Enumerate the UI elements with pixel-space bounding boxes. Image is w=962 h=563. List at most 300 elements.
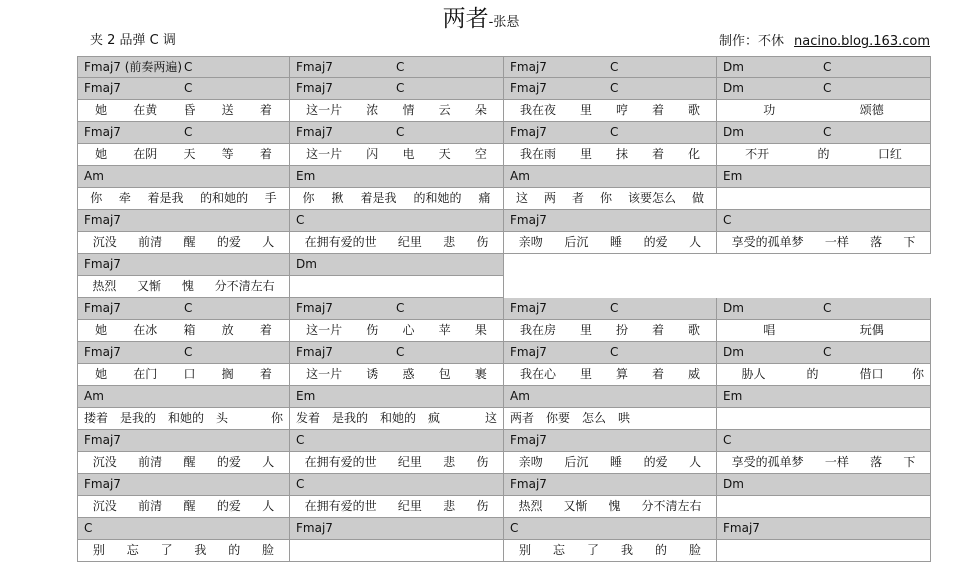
chord-cell xyxy=(504,78,717,100)
chord-name: Dm xyxy=(723,125,744,139)
lyric-cell xyxy=(77,496,290,518)
lyric-cell xyxy=(290,100,504,122)
lyric-cell xyxy=(77,364,290,386)
chord-row xyxy=(77,78,931,100)
chord-cell xyxy=(504,166,717,188)
lyric-word: 你要 xyxy=(546,411,571,425)
chord-name: Dm xyxy=(723,60,744,74)
lyric-word: 歌 xyxy=(687,323,700,337)
lyric-tail: 你 xyxy=(911,367,924,381)
lyric-word: 着 xyxy=(259,103,272,117)
lyric-cell xyxy=(77,188,290,210)
lyric-word: 在阴 xyxy=(133,147,158,161)
chord-cell xyxy=(290,430,504,452)
lyric-word: 我在雨 xyxy=(519,147,556,161)
chord-name: Fmaj7 xyxy=(84,345,121,359)
lyric-cell xyxy=(504,540,717,562)
lyric-word: 落 xyxy=(870,235,883,249)
chord-name: Am xyxy=(84,389,104,403)
chord-name: Fmaj7 xyxy=(296,521,333,535)
chord-cell xyxy=(717,518,931,540)
lyric-word: 等 xyxy=(221,147,234,161)
chord-name: Fmaj7 xyxy=(510,433,547,447)
lyric-word: 在黄 xyxy=(133,103,158,117)
chord-name: Fmaj7 xyxy=(84,257,121,271)
lyric-word: 着 xyxy=(259,323,272,337)
blog-link[interactable]: nacino.blog.163.com xyxy=(794,34,930,49)
lyric-row xyxy=(77,276,931,298)
chord-cell xyxy=(504,474,717,496)
chord-second: C xyxy=(184,125,193,139)
lyric-word: 前清 xyxy=(138,499,163,513)
lyric-word: 后沉 xyxy=(564,235,589,249)
chord-cell xyxy=(77,430,290,452)
lyric-word: 里 xyxy=(579,367,592,381)
chord-cell xyxy=(717,474,931,496)
lyric-word: 的和她的 xyxy=(413,191,462,205)
chord-cell xyxy=(77,298,290,320)
chord-cell xyxy=(290,210,504,232)
chord-name: Fmaj7 xyxy=(84,81,121,95)
lyric-word: 着 xyxy=(651,147,664,161)
lyric-word: 下 xyxy=(903,455,916,469)
chord-name: Fmaj7 xyxy=(510,60,547,74)
lyric-tail: 这 xyxy=(484,411,497,425)
lyric-word: 算 xyxy=(615,367,628,381)
lyric-cell xyxy=(717,188,931,210)
lyric-word: 心 xyxy=(402,323,415,337)
lyric-word: 沉没 xyxy=(92,235,117,249)
lyric-word: 的 xyxy=(228,543,241,557)
lyric-word: 哼 xyxy=(615,103,628,117)
lyric-word: 发着 xyxy=(296,411,321,425)
chord-cell xyxy=(77,518,290,540)
lyric-word: 着是我 xyxy=(147,191,184,205)
lyric-word: 悲 xyxy=(443,235,456,249)
lyric-word: 分不清左右 xyxy=(214,279,275,293)
chord-name: Fmaj7 xyxy=(84,301,121,315)
lyric-word: 和她的 xyxy=(380,411,417,425)
artist-name: -张悬 xyxy=(488,15,520,30)
chord-row xyxy=(77,210,931,232)
lyric-word: 着 xyxy=(651,323,664,337)
lyric-row xyxy=(77,320,931,342)
lyric-word: 在拥有爱的世 xyxy=(304,499,377,513)
lyric-word: 悲 xyxy=(443,455,456,469)
lyric-word: 胁人 xyxy=(741,367,766,381)
lyric-cell xyxy=(504,496,717,518)
lyric-word: 情 xyxy=(402,103,415,117)
chord-name: Am xyxy=(510,389,530,403)
chord-name: Fmaj7 xyxy=(723,521,760,535)
lyric-word: 脸 xyxy=(262,543,275,557)
chord-cell xyxy=(290,56,504,78)
chord-row xyxy=(77,254,931,276)
lyric-word: 口红 xyxy=(877,147,902,161)
lyric-cell xyxy=(504,364,717,386)
chord-cell xyxy=(717,56,931,78)
chord-second: C xyxy=(610,301,619,315)
lyric-cell xyxy=(717,452,931,474)
lyric-cell xyxy=(290,540,504,562)
chord-cell xyxy=(717,430,931,452)
chord-cell xyxy=(290,254,504,276)
chord-cell xyxy=(77,56,290,78)
lyric-word: 这一片 xyxy=(306,147,343,161)
lyric-word: 的爱 xyxy=(216,499,241,513)
lyric-word: 在冰 xyxy=(133,323,158,337)
chord-cell xyxy=(717,166,931,188)
chord-name: Fmaj7 xyxy=(84,125,121,139)
chord-name: Em xyxy=(296,169,316,183)
chord-cell xyxy=(290,474,504,496)
chord-name: Em xyxy=(723,169,743,183)
lyric-word: 痛 xyxy=(478,191,491,205)
lyric-tail: 你 xyxy=(270,411,283,425)
chord-name: Fmaj7 (前奏两遍) xyxy=(84,60,183,74)
chord-name: Am xyxy=(84,169,104,183)
lyric-word: 哄 xyxy=(618,411,631,425)
lyric-cell xyxy=(77,320,290,342)
lyric-word: 伤 xyxy=(476,455,489,469)
chord-second: C xyxy=(610,125,619,139)
chord-row xyxy=(77,298,931,320)
lyric-word: 空 xyxy=(474,147,487,161)
chord-name: Fmaj7 xyxy=(510,301,547,315)
chord-cell xyxy=(77,386,290,408)
lyric-word: 享受的孤单梦 xyxy=(731,235,804,249)
lyric-word: 揪 xyxy=(331,191,344,205)
lyric-word: 我在房 xyxy=(519,323,556,337)
lyric-word: 云 xyxy=(438,103,451,117)
lyric-word: 不开 xyxy=(745,147,770,161)
lyric-word: 疯 xyxy=(428,411,441,425)
lyric-word: 的 xyxy=(806,367,819,381)
lyric-cell xyxy=(504,188,717,210)
lyric-word: 该要怎么 xyxy=(627,191,676,205)
lyric-word: 怎么 xyxy=(582,411,607,425)
credit xyxy=(719,30,930,49)
chord-name: Fmaj7 xyxy=(510,81,547,95)
lyric-word: 化 xyxy=(687,147,700,161)
lyric-word: 牵 xyxy=(118,191,131,205)
lyric-word: 一样 xyxy=(824,455,849,469)
lyric-cell xyxy=(717,232,931,254)
chord-cell xyxy=(77,122,290,144)
lyric-word: 送 xyxy=(221,103,234,117)
lyric-word: 着是我 xyxy=(360,191,397,205)
chord-second: C xyxy=(396,125,405,139)
lyric-word: 纪里 xyxy=(397,455,422,469)
lyric-word: 我 xyxy=(194,543,207,557)
lyric-row xyxy=(77,144,931,166)
lyric-word: 头 xyxy=(216,411,229,425)
lyric-word: 伤 xyxy=(476,499,489,513)
lyric-word: 的爱 xyxy=(643,235,668,249)
lyric-word: 天 xyxy=(438,147,451,161)
capo-note: 夹 2 品弹 C 调 xyxy=(90,33,176,48)
lyric-cell xyxy=(717,320,931,342)
lyric-word: 天 xyxy=(183,147,196,161)
lyric-row xyxy=(77,364,931,386)
lyric-word: 享受的孤单梦 xyxy=(731,455,804,469)
lyric-word: 里 xyxy=(579,103,592,117)
chord-cell xyxy=(717,254,931,276)
lyric-word: 亲吻 xyxy=(518,235,543,249)
chord-cell xyxy=(717,386,931,408)
chord-cell xyxy=(290,78,504,100)
chord-sheet xyxy=(77,56,931,563)
lyric-word: 又惭 xyxy=(137,279,162,293)
chord-name: Fmaj7 xyxy=(510,213,547,227)
lyric-word: 的爱 xyxy=(216,455,241,469)
lyric-word: 悲 xyxy=(443,499,456,513)
lyric-word: 伤 xyxy=(366,323,379,337)
lyric-word: 的爱 xyxy=(643,455,668,469)
lyric-word: 两 xyxy=(543,191,556,205)
chord-name: Em xyxy=(296,389,316,403)
lyric-word: 愧 xyxy=(181,279,194,293)
lyric-cell xyxy=(77,540,290,562)
lyric-word: 电 xyxy=(402,147,415,161)
lyric-word: 这 xyxy=(515,191,528,205)
chord-second: C xyxy=(823,125,832,139)
lyric-word: 这一片 xyxy=(306,323,343,337)
lyric-cell xyxy=(717,408,931,430)
lyric-cell xyxy=(77,276,290,298)
chord-name: Dm xyxy=(296,257,317,271)
chord-cell xyxy=(717,78,931,100)
chord-row xyxy=(77,474,931,496)
lyric-word: 了 xyxy=(586,543,599,557)
lyric-cell xyxy=(504,452,717,474)
lyric-row xyxy=(77,452,931,474)
chord-cell xyxy=(504,386,717,408)
lyric-cell xyxy=(77,408,290,430)
chord-cell xyxy=(77,166,290,188)
lyric-cell xyxy=(717,276,931,298)
chord-name: Dm xyxy=(723,345,744,359)
chord-row xyxy=(77,386,931,408)
lyric-row xyxy=(77,540,931,562)
lyric-word: 歌 xyxy=(687,103,700,117)
lyric-word: 闪 xyxy=(366,147,379,161)
chord-second: C xyxy=(610,345,619,359)
lyric-cell xyxy=(717,100,931,122)
chord-cell xyxy=(77,210,290,232)
chord-cell xyxy=(717,210,931,232)
chord-cell xyxy=(717,122,931,144)
lyric-word: 惑 xyxy=(402,367,415,381)
chord-name: Fmaj7 xyxy=(296,60,333,74)
lyric-cell xyxy=(717,496,931,518)
lyric-cell xyxy=(504,100,717,122)
lyric-word: 在拥有爱的世 xyxy=(304,235,377,249)
chord-name: C xyxy=(296,477,305,491)
lyric-word: 和她的 xyxy=(168,411,205,425)
lyric-word: 热烈 xyxy=(518,499,543,513)
lyric-word: 威 xyxy=(687,367,700,381)
lyric-word: 着 xyxy=(259,147,272,161)
chord-name: Dm xyxy=(723,301,744,315)
lyric-word: 沉没 xyxy=(92,455,117,469)
lyric-word: 是我的 xyxy=(120,411,157,425)
chord-row xyxy=(77,122,931,144)
lyric-word: 朵 xyxy=(474,103,487,117)
lyric-word: 后沉 xyxy=(564,455,589,469)
chord-cell xyxy=(290,298,504,320)
chord-second: C xyxy=(184,301,193,315)
chord-cell xyxy=(504,122,717,144)
chord-row xyxy=(77,430,931,452)
lyric-word: 这一片 xyxy=(306,367,343,381)
lyric-word: 裹 xyxy=(474,367,487,381)
lyric-word: 做 xyxy=(691,191,704,205)
lyric-cell xyxy=(504,320,717,342)
chord-cell xyxy=(77,78,290,100)
maker-label: 制作：不休 xyxy=(719,34,785,49)
chord-cell xyxy=(504,430,717,452)
chord-cell xyxy=(290,386,504,408)
lyric-word: 你 xyxy=(90,191,103,205)
chord-name: C xyxy=(723,213,732,227)
chord-second: C xyxy=(823,301,832,315)
lyric-word: 伤 xyxy=(476,235,489,249)
lyric-word: 她 xyxy=(95,147,108,161)
lyric-cell xyxy=(290,276,504,298)
lyric-cell xyxy=(504,276,717,298)
lyric-word: 的和她的 xyxy=(200,191,249,205)
lyric-word: 你 xyxy=(599,191,612,205)
chord-name: C xyxy=(296,213,305,227)
lyric-row xyxy=(77,496,931,518)
lyric-row xyxy=(77,100,931,122)
lyric-word: 下 xyxy=(903,235,916,249)
lyric-word: 纪里 xyxy=(397,235,422,249)
lyric-word: 人 xyxy=(262,235,275,249)
lyric-word: 口 xyxy=(183,367,196,381)
lyric-word: 搁 xyxy=(221,367,234,381)
lyric-word: 的 xyxy=(654,543,667,557)
chord-second: C xyxy=(184,81,193,95)
lyric-word: 人 xyxy=(689,235,702,249)
lyric-word: 又惭 xyxy=(563,499,588,513)
lyric-word: 别 xyxy=(92,543,105,557)
lyric-word: 在拥有爱的世 xyxy=(304,455,377,469)
chord-cell xyxy=(504,342,717,364)
lyric-word: 醒 xyxy=(183,235,196,249)
lyric-word: 在门 xyxy=(133,367,158,381)
lyric-cell xyxy=(717,144,931,166)
lyric-word: 着 xyxy=(259,367,272,381)
lyric-word: 她 xyxy=(95,323,108,337)
chord-name: Em xyxy=(723,389,743,403)
lyric-word: 热烈 xyxy=(92,279,117,293)
chord-cell xyxy=(504,518,717,540)
lyric-cell xyxy=(290,364,504,386)
chord-row xyxy=(77,166,931,188)
lyric-word: 愧 xyxy=(608,499,621,513)
chord-name: C xyxy=(723,433,732,447)
lyric-word: 手 xyxy=(264,191,277,205)
chord-second: C xyxy=(610,81,619,95)
lyric-word: 包 xyxy=(438,367,451,381)
lyric-cell xyxy=(290,188,504,210)
lyric-word: 昏 xyxy=(183,103,196,117)
chord-name: C xyxy=(296,433,305,447)
chord-name: C xyxy=(510,521,519,535)
chord-name: Fmaj7 xyxy=(296,345,333,359)
lyric-word: 睡 xyxy=(609,235,622,249)
lyric-row xyxy=(77,188,931,210)
lyric-cell xyxy=(290,320,504,342)
lyric-word: 亲吻 xyxy=(518,455,543,469)
lyric-word: 沉没 xyxy=(92,499,117,513)
chord-second: C xyxy=(184,345,193,359)
chord-name: C xyxy=(84,521,93,535)
chord-name: Fmaj7 xyxy=(84,433,121,447)
chord-second: C xyxy=(184,60,193,74)
chord-cell xyxy=(290,122,504,144)
chord-cell xyxy=(290,342,504,364)
chord-second: C xyxy=(396,60,405,74)
chord-name: Fmaj7 xyxy=(510,125,547,139)
lyric-cell xyxy=(504,232,717,254)
lyric-word: 抹 xyxy=(615,147,628,161)
chord-row xyxy=(77,342,931,364)
lyric-word: 唱 xyxy=(763,323,776,337)
lyric-word: 的 xyxy=(817,147,830,161)
lyric-cell xyxy=(77,232,290,254)
song-name: 两者 xyxy=(442,6,489,32)
lyric-word: 人 xyxy=(262,455,275,469)
chord-name: Fmaj7 xyxy=(84,477,121,491)
chord-cell xyxy=(290,166,504,188)
lyric-word: 里 xyxy=(579,147,592,161)
lyric-word: 玩偶 xyxy=(859,323,884,337)
chord-second: C xyxy=(823,60,832,74)
lyric-cell xyxy=(77,100,290,122)
lyric-cell xyxy=(717,540,931,562)
chord-cell xyxy=(717,342,931,364)
lyric-word: 人 xyxy=(689,455,702,469)
lyric-word: 纪里 xyxy=(397,499,422,513)
chord-second: C xyxy=(610,60,619,74)
chord-row xyxy=(77,518,931,540)
lyric-cell xyxy=(77,452,290,474)
lyric-word: 搂着 xyxy=(84,411,109,425)
lyric-word: 她 xyxy=(95,103,108,117)
lyric-word: 我 xyxy=(620,543,633,557)
lyric-word: 是我的 xyxy=(332,411,369,425)
lyric-word: 醒 xyxy=(183,455,196,469)
lyric-word: 我在夜 xyxy=(519,103,556,117)
chord-cell xyxy=(77,254,290,276)
lyric-word: 睡 xyxy=(609,455,622,469)
lyric-word: 果 xyxy=(474,323,487,337)
lyric-cell xyxy=(717,364,931,386)
chord-name: Fmaj7 xyxy=(296,81,333,95)
lyric-word: 借口 xyxy=(859,367,884,381)
lyric-cell xyxy=(77,144,290,166)
lyric-word: 脸 xyxy=(688,543,701,557)
chord-cell xyxy=(504,210,717,232)
chord-second: C xyxy=(823,81,832,95)
lyric-word: 一样 xyxy=(824,235,849,249)
lyric-word: 诱 xyxy=(366,367,379,381)
lyric-cell xyxy=(290,452,504,474)
lyric-word: 者 xyxy=(571,191,584,205)
